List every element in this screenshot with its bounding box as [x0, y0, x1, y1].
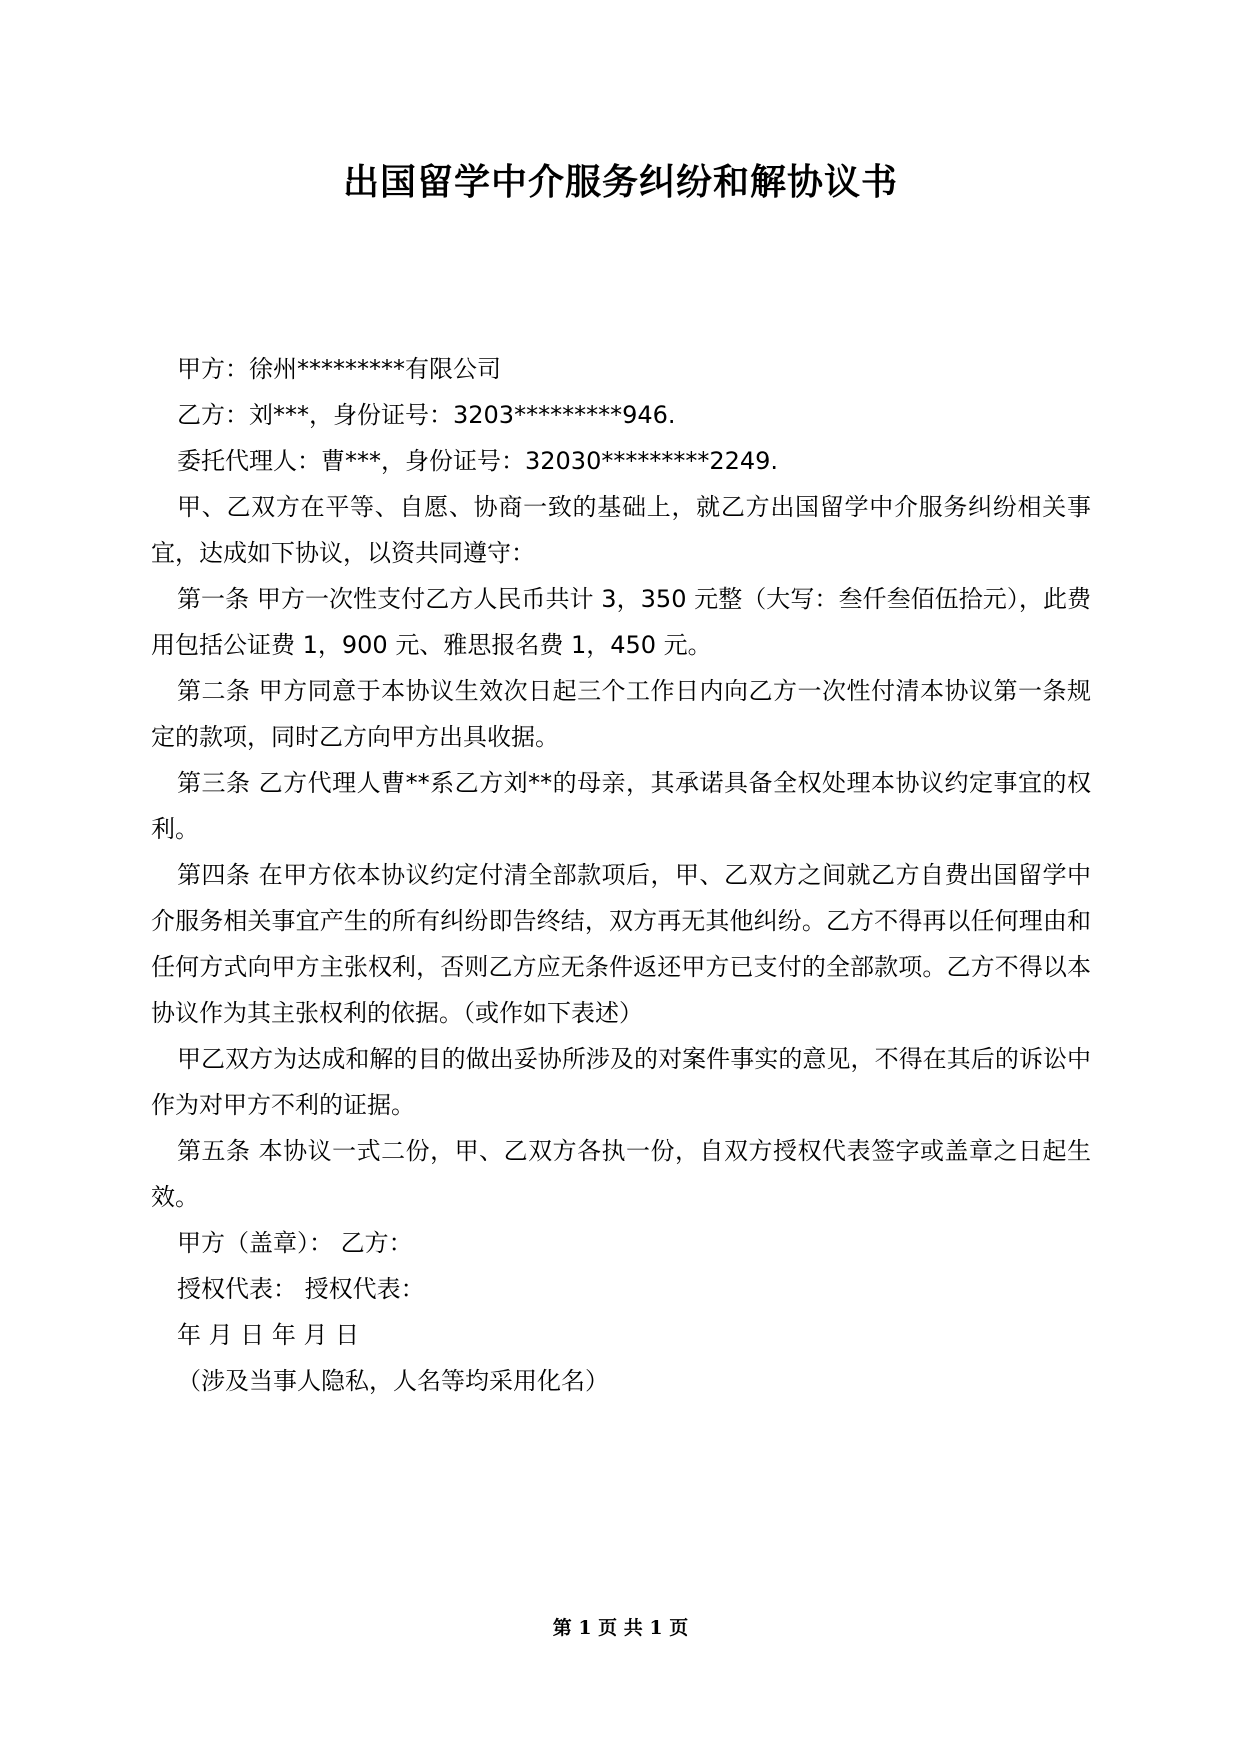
representative-line: 授权代表： 授权代表：	[177, 1275, 425, 1303]
preamble-paragraph: 甲、乙双方在平等、自愿、协商一致的基础上，就乙方出国留学中介服务纠纷相关事宜，达成如下协议，以资共同遵守：	[151, 493, 1091, 567]
seal-line: 甲方（盖章）： 乙方：	[177, 1229, 413, 1257]
article-5-paragraph: 第五条 本协议一式二份，甲、乙双方各执一份，自双方授权代表签字或盖章之日起生效。	[151, 1137, 1091, 1211]
article-3-paragraph: 第三条 乙方代理人曹**系乙方刘**的母亲，其承诺具备全权处理本协议约定事宜的权利。	[151, 769, 1091, 843]
page-number-footer: 第 1 页 共 1 页	[552, 1617, 689, 1639]
privacy-note: （涉及当事人隐私，人名等均采用化名）	[177, 1367, 609, 1395]
article-4-alt-paragraph: 甲乙双方为达成和解的目的做出妥协所涉及的对案件事实的意见，不得在其后的诉讼中作为对甲方不利的证据。	[151, 1045, 1091, 1119]
party-b-line: 乙方：刘***，身份证号：3203*********946.	[177, 401, 676, 429]
article-1-paragraph: 第一条 甲方一次性支付乙方人民币共计 3，350 元整（大写：叁仟叁佰伍拾元），此费用包括公证费 1，900 元、雅思报名费 1，450 元。	[151, 585, 1091, 659]
document-title: 出国留学中介服务纠纷和解协议书	[342, 162, 898, 203]
article-4-paragraph: 第四条 在甲方依本协议约定付清全部款项后，甲、乙双方之间就乙方自费出国留学中介服务相关事宜产生的所有纠纷即告终结，双方再无其他纠纷。乙方不得再以任何理由和任何方式向甲方主张权利，否则乙方应无条件返还甲方已支付的全部款项。乙方不得以本协议作为其主张权利的依据。（或作如下表述）	[151, 861, 1091, 1027]
document-body	[151, 346, 1091, 1404]
party-a-line: 甲方：徐州*********有限公司	[177, 355, 501, 383]
agent-line: 委托代理人：曹***，身份证号：32030*********2249.	[177, 447, 779, 475]
article-2-paragraph: 第二条 甲方同意于本协议生效次日起三个工作日内向乙方一次性付清本协议第一条规定的款项，同时乙方向甲方出具收据。	[151, 677, 1091, 751]
date-line: 年 月 日 年 月 日	[177, 1321, 360, 1349]
